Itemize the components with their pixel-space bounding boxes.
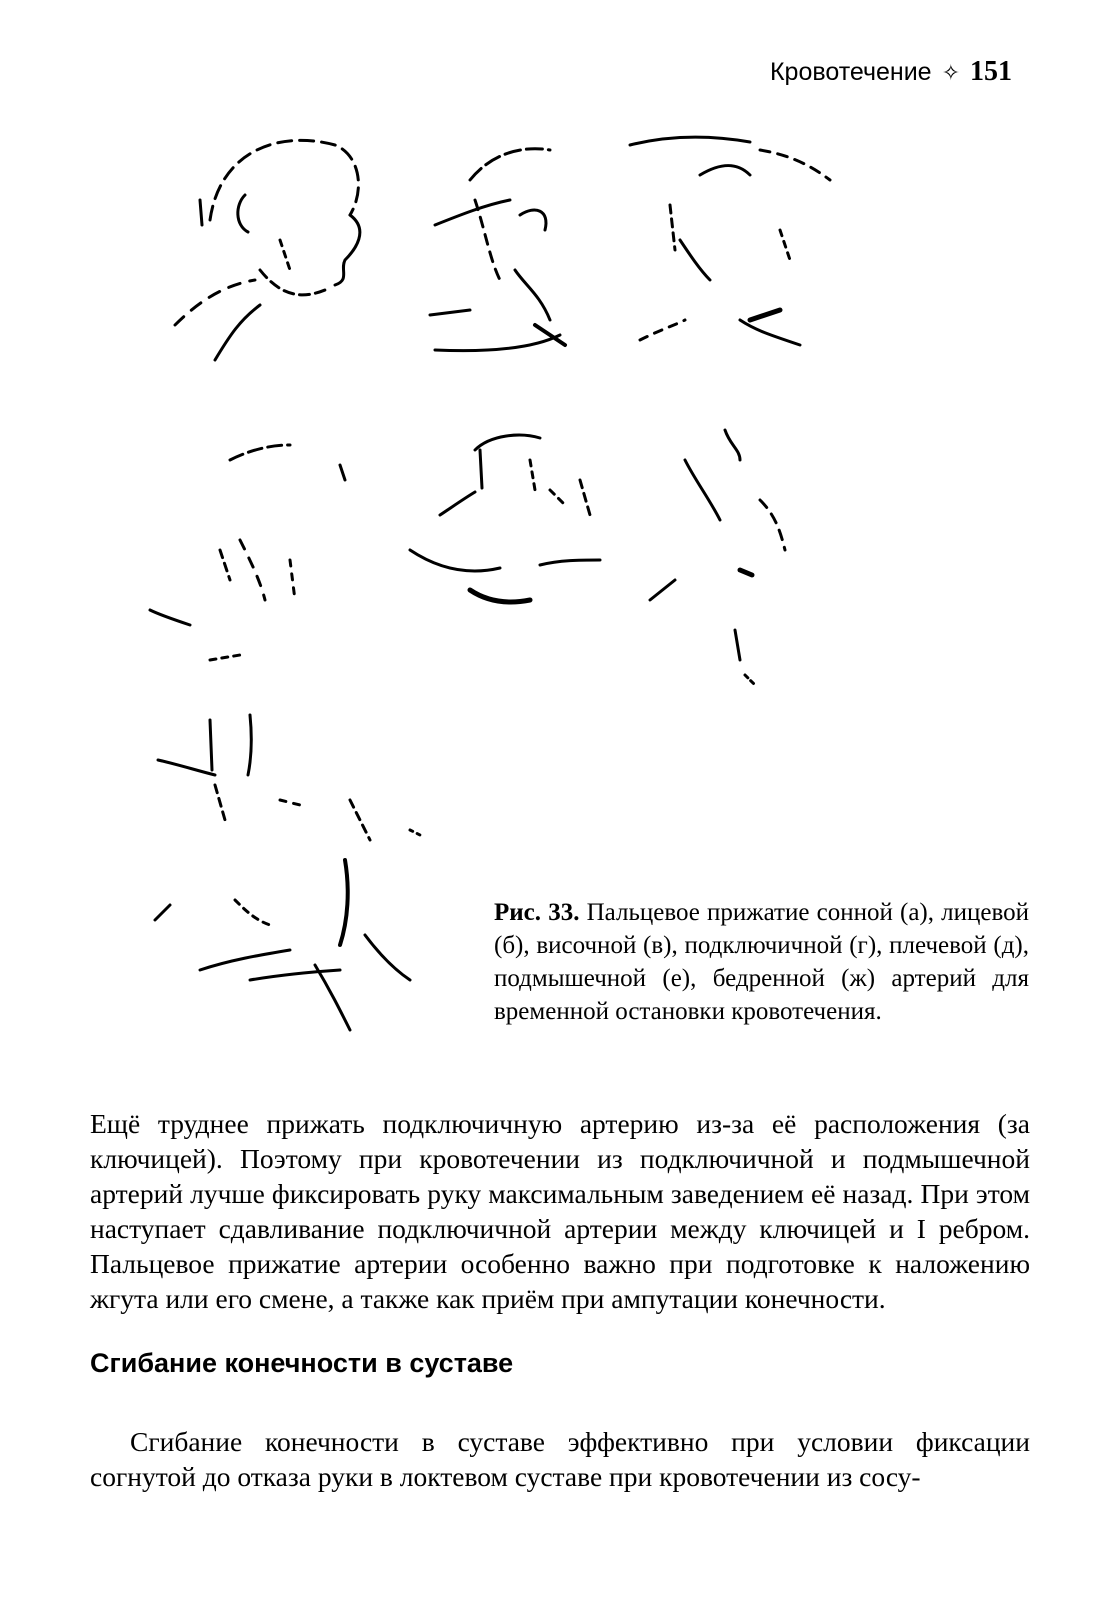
panel-d-drawing bbox=[150, 445, 345, 660]
section-title: Кровотечение bbox=[769, 58, 932, 86]
figure-label: Рис. 33. bbox=[494, 899, 580, 926]
figure-caption bbox=[494, 896, 1029, 1028]
figure-caption-text: Пальцевое прижатие сонной (а), лицевой (б), височной (в), подключичной (г), плечевой (д), подмышечной (е), бедренной (ж) артерий для временной остановки кровотечения. bbox=[494, 899, 1030, 1025]
running-header bbox=[770, 56, 1012, 88]
paragraph-2 bbox=[90, 1424, 1030, 1494]
page-number: 151 bbox=[970, 56, 1012, 87]
paragraph-1-text: Ещё труднее прижать подключичную артерию из-за её расположения (за ключицей). Поэтому при кровотечении из подключичной и подмышечной артерий лучше фиксировать руку максимальным заведением её назад. При этом наступает сдавливание подключичной артерии между ключицей и I ребром. Пальцевое прижатие артерии особенно важно при подготовке к наложению жгута или его смене, а также как приём при ампутации конечности. bbox=[90, 1108, 1030, 1314]
panel-g-drawing bbox=[155, 715, 420, 1030]
separator-icon: ✧ bbox=[941, 60, 960, 85]
section-heading: Сгибание конечности в суставе bbox=[90, 1348, 514, 1378]
panel-e-drawing bbox=[410, 435, 600, 602]
panel-c-drawing bbox=[630, 137, 830, 345]
panel-b-drawing bbox=[430, 149, 565, 351]
panel-a-drawing bbox=[175, 140, 360, 360]
paragraph-1 bbox=[90, 1106, 1030, 1316]
paragraph-2-text: Сгибание конечности в суставе эффективно при условии фиксации согнутой до отказа руки в локтевом суставе при кровотечении из сосу- bbox=[90, 1426, 1030, 1492]
panel-f-drawing bbox=[650, 430, 785, 685]
